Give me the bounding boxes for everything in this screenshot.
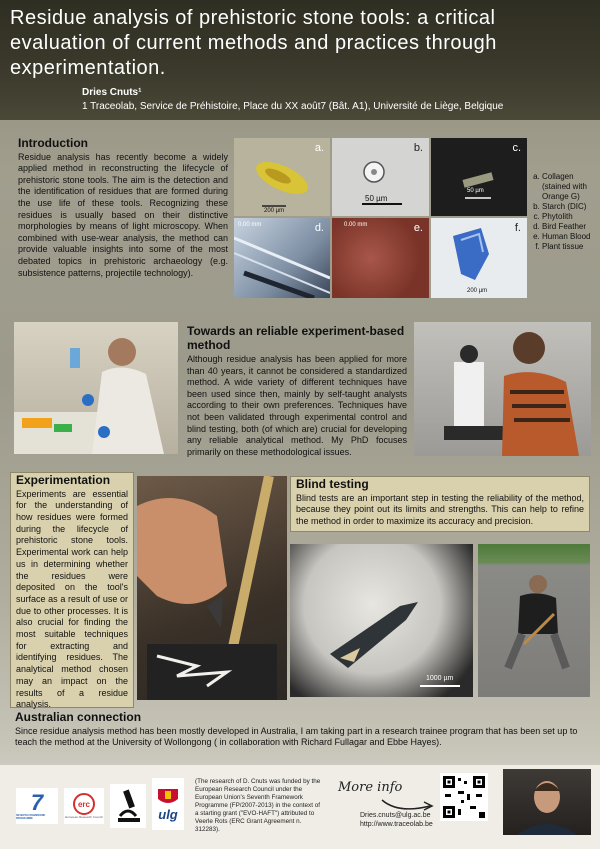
author-portrait-image — [503, 769, 591, 835]
experimentation-text: Experiments are essential for the understanding of how residues were formed during the lifecycle of prehistoric stone tools. Experimental work can help us in determining whether the residues were deposited on the tool's surface as a result of use or due to other processes. It is also crucial for finding the most suitable techniques for extracting and identifying residues. The analytical method chosen may an impact on the results of a residue analysis. — [16, 488, 128, 710]
micrograph-scale-d: 0.00 mm — [238, 222, 262, 228]
photo-outdoor-experiment — [478, 544, 590, 697]
author-affiliation: 1 Traceolab, Service de Préhistoire, Place du XX août7 (Bât. A1), Université de Liège, Belgique — [82, 101, 504, 112]
australian-text: Since residue analysis method has been mostly developed in Australia, I am taking part in a research trainee program that has been set up to teach the method at the University of Wollongong ( in collaboration with Richard Fullagar and Ebbe Hayes). — [15, 725, 578, 748]
australian-connection-section — [10, 711, 594, 755]
ulg-logo-text: ulg — [158, 806, 178, 822]
qr-code-icon — [443, 776, 485, 818]
experimentation-heading: Experimentation — [16, 473, 111, 487]
photo-experiment-hands — [137, 476, 287, 700]
micrograph-blood — [332, 218, 429, 298]
legend-item: d. Bird Feather — [542, 222, 599, 232]
micrograph-scale-c: 50 µm — [467, 188, 484, 194]
micrograph-tag-b: b. — [413, 142, 423, 154]
towards-heading: Towards an reliable experiment-based method — [187, 324, 405, 352]
lab-scene-image — [14, 322, 178, 454]
traceolab-logo — [110, 784, 146, 828]
contact-info — [360, 811, 433, 829]
erc-logo-mark: erc — [73, 793, 95, 815]
outdoor-scene-image — [478, 544, 590, 697]
erc-logo-caption: European Research Council — [65, 815, 103, 819]
fp7-logo-mark: 7 — [30, 790, 44, 815]
micrograph-tag-e: e. — [413, 222, 423, 234]
legend-item: f. Plant tissue — [542, 242, 599, 252]
micrograph-tag-a: a. — [314, 142, 324, 154]
micrograph-scale-b: 50 µm — [365, 194, 388, 203]
contact-email[interactable]: Dries.cnuts@ulg.ac.be — [360, 812, 431, 819]
erc-logo — [64, 788, 104, 824]
ulg-crest-icon — [156, 787, 180, 807]
micrograph-tag-c: c. — [512, 142, 521, 154]
ulg-logo — [152, 778, 184, 830]
photo-stone-tool — [290, 544, 473, 697]
experimentation-section — [10, 472, 134, 708]
author-name: Dries Cnuts¹ — [82, 87, 142, 98]
micrograph-tag-f: f. — [514, 222, 521, 234]
qr-code[interactable] — [440, 773, 488, 821]
poster-title: Residue analysis of prehistoric stone tools: a critical evaluation of current methods and practices through experimentation. — [10, 7, 497, 79]
hands-tool-image — [137, 476, 287, 700]
introduction-heading: Introduction — [18, 136, 88, 150]
micrograph-scale-a: 200 µm — [264, 208, 285, 214]
towards-section — [183, 322, 411, 460]
towards-text: Although residue analysis has been applied for more than 40 years, it cannot be considered a standardized method. A wide variety of different techniques have been used since then, mainly by self-taught analysts according to their own preferences. Techniques have not been validated through experimental control and blind testing, both (of which are) crucial for developing any reliable analytical method. My PhD focuses primarily on these methodological issues. — [187, 354, 407, 457]
micrograph-legend — [529, 172, 599, 252]
author-photo — [503, 769, 591, 835]
micrograph-phytolith — [431, 138, 527, 216]
fp7-logo — [16, 788, 58, 824]
legend-item: e. Human Blood — [542, 232, 599, 242]
introduction-text: Residue analysis has recently become a widely applied method in reconstructing the lifecycle of prehistoric stone tools. The aim is the detection and the identification of residues that are formed during the use life of these tools. Recognizing these residues is usually based on their distinctive morphologies by means of light microscopy. When combined with use-wear analysis, the method can provide valuable insights into some of the most debated topics in prehistoric archaeology (e.g. subsistence patterns, projectile technology). — [18, 151, 228, 278]
legend-item: b. Starch (DIC) — [542, 202, 599, 212]
plant-tissue-image — [431, 218, 527, 298]
blind-testing-section — [290, 476, 590, 532]
photo-lab-researcher — [14, 322, 178, 454]
micrograph-plant — [431, 218, 527, 298]
fp7-logo-caption: SEVENTH FRAMEWORK PROGRAMME — [16, 814, 46, 820]
legend-item: c. Phytolith — [542, 212, 599, 222]
blind-testing-heading: Blind testing — [296, 477, 369, 491]
photo-microscope-researcher — [414, 322, 591, 456]
micrograph-starch — [332, 138, 429, 216]
micrograph-tag-d: d. — [314, 222, 324, 234]
australian-heading: Australian connection — [15, 710, 142, 724]
tool-scale-bar: 1000 µm — [426, 675, 454, 682]
funding-statement: (The research of D. Cnuts was funded by the European Research Council under the European Union's Seventh Framework Programme (FP/2007-2013) in the context of a starting grant ("EVO-HAFT") attributed to Veerle Rots (ERC Grant Agreement n. 312283). — [195, 778, 321, 833]
introduction-section — [14, 136, 232, 302]
micrograph-feather — [234, 218, 330, 298]
micrograph-collagen — [234, 138, 330, 216]
microscope-scene-image — [414, 322, 591, 456]
more-info-label: More info — [338, 780, 403, 795]
micrograph-scale-e: 0.00 mm — [344, 222, 368, 228]
contact-website[interactable]: http://www.traceolab.be — [360, 821, 433, 828]
legend-item: a. Collagen (stained with Orange G) — [542, 172, 599, 202]
micrograph-scale-f: 200 µm — [467, 288, 488, 294]
microscope-logo-icon — [112, 786, 144, 826]
blind-testing-text: Blind tests are an important step in testing the reliability of the method, because they point out its limits and strengths. This can help to refine the method in order to maximize its accuracy and precision. — [296, 492, 584, 526]
